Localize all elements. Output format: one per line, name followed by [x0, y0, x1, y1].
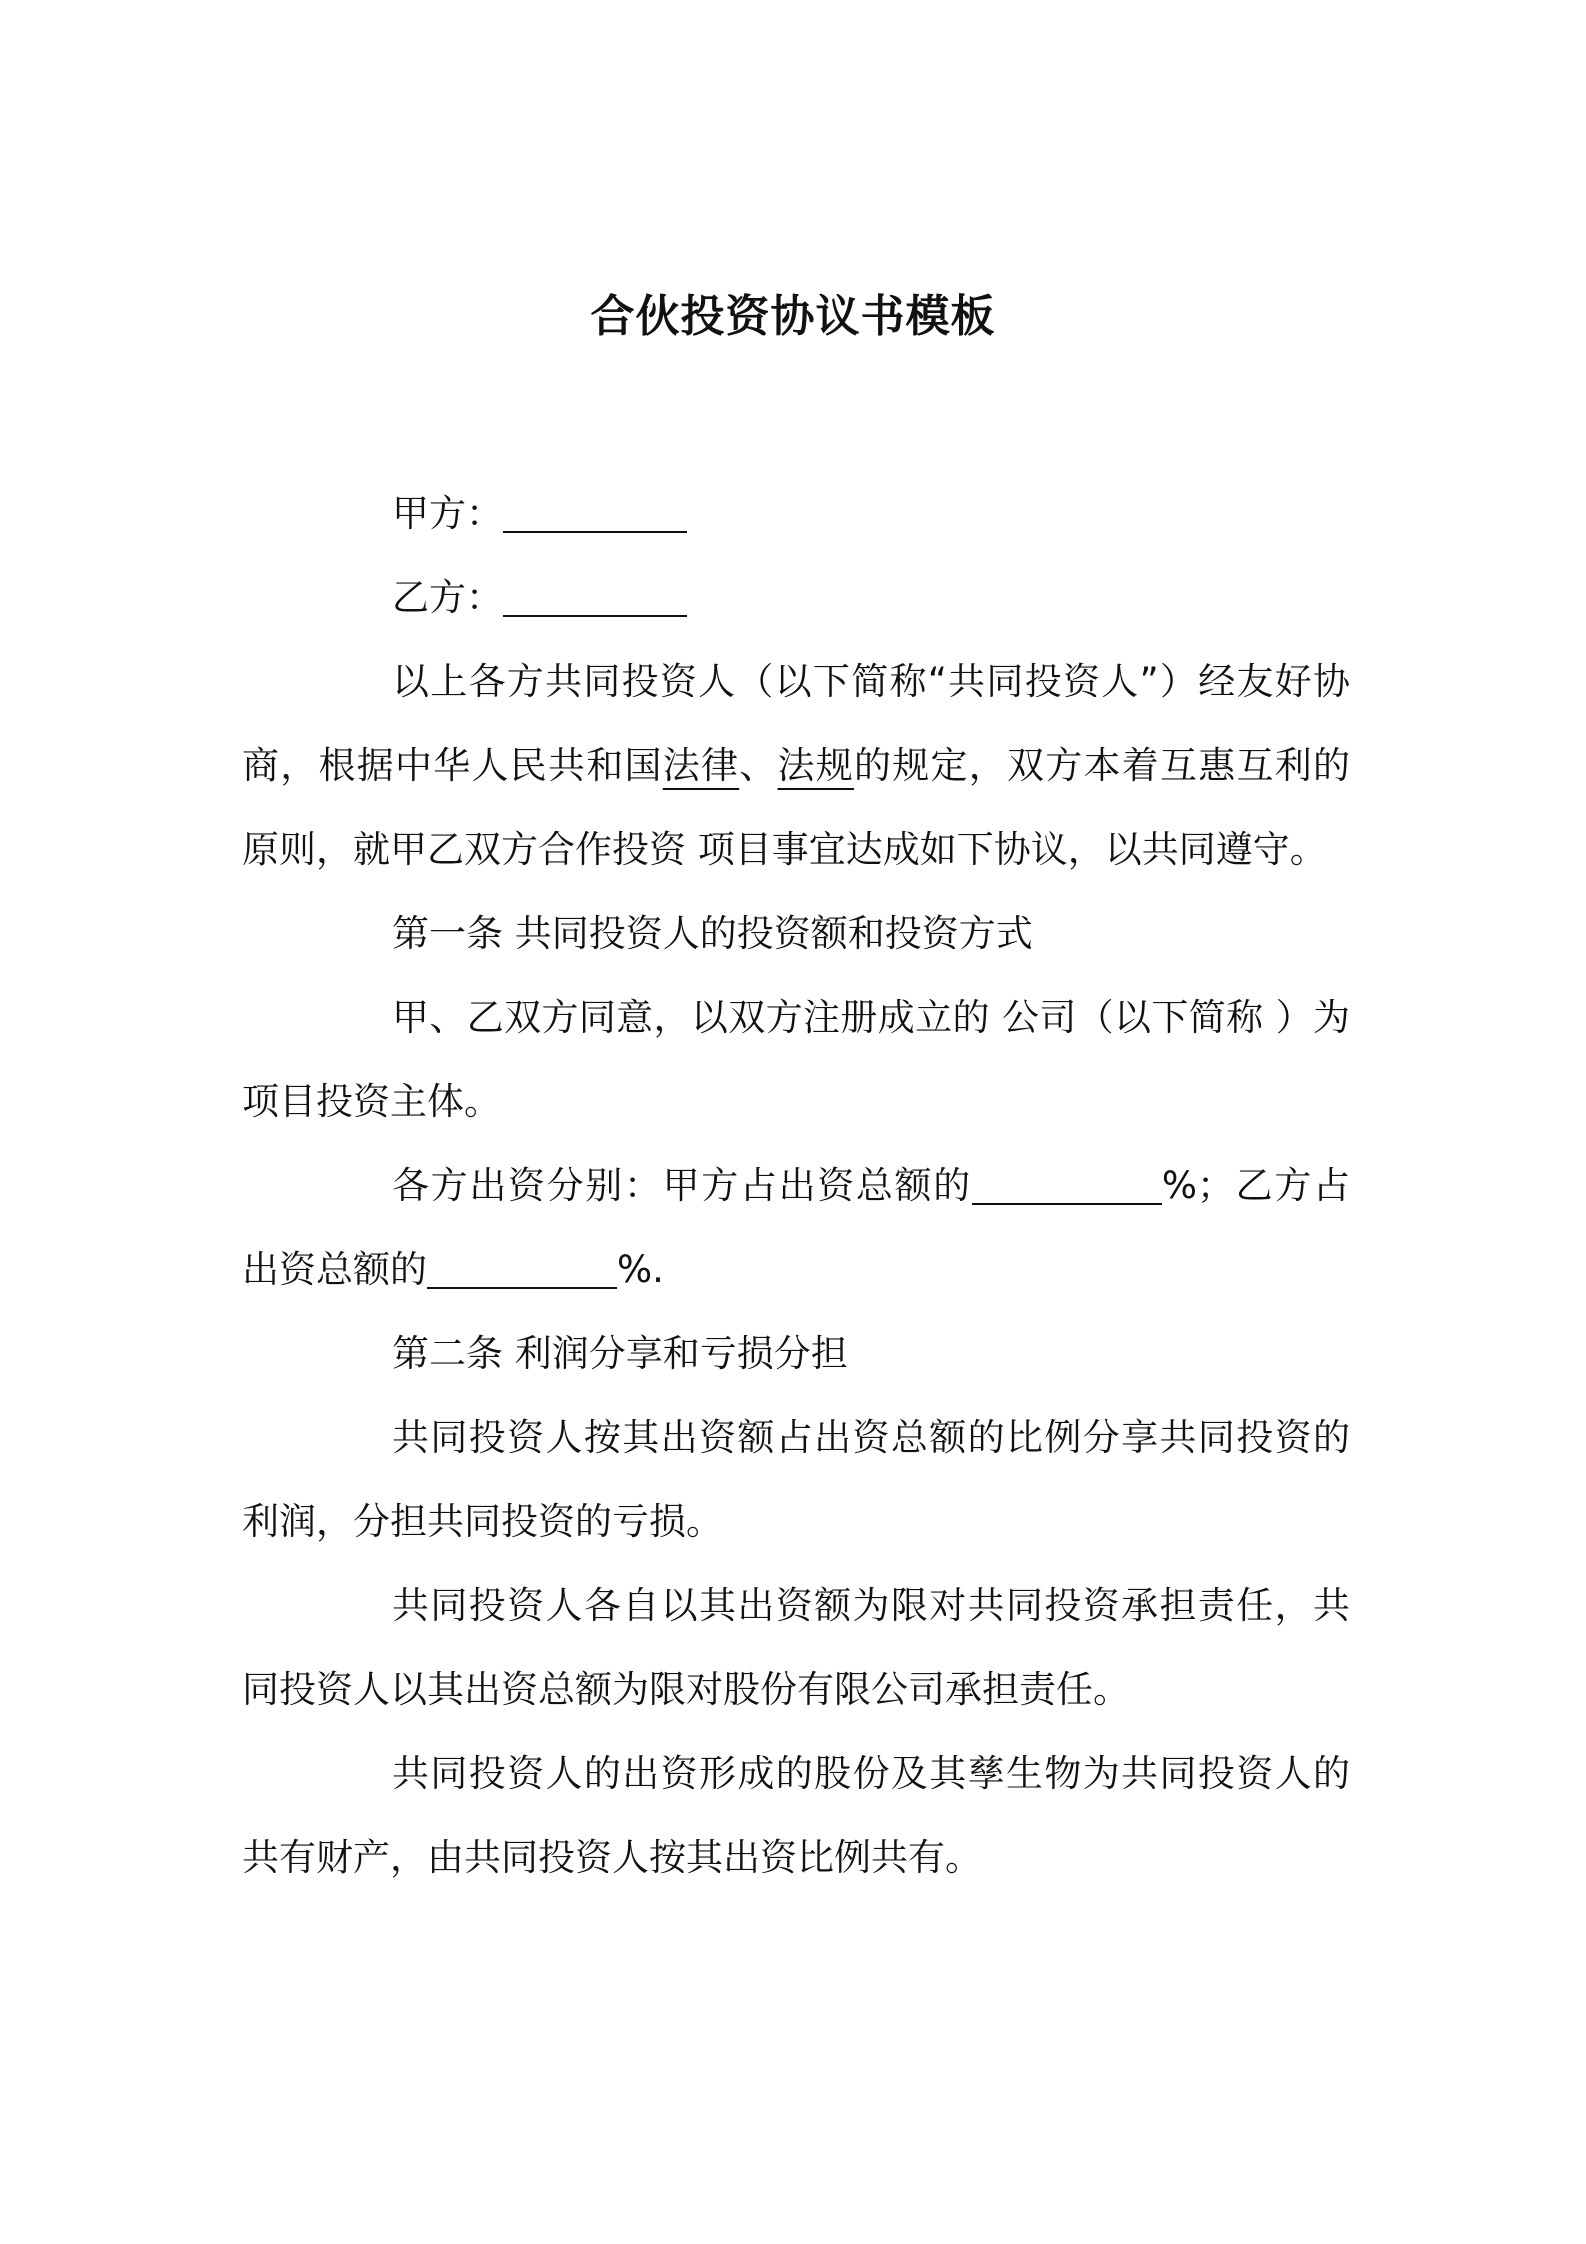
- contribution-text-2: %；乙方占出资总额的: [242, 1164, 1350, 1291]
- party-b-label: 乙方：: [392, 576, 503, 619]
- preamble-paragraph: [242, 640, 1350, 892]
- document-title: 合伙投资协议书模板: [590, 291, 996, 342]
- term-separator: 、: [739, 744, 778, 787]
- party-a-blank: [503, 493, 687, 534]
- party-a-line: [242, 472, 1350, 556]
- article-1-paragraph-1: 甲、乙双方同意，以双方注册成立的 公司（以下简称 ）为项目投资主体。: [242, 996, 1350, 1123]
- regulation-term: 法规: [777, 744, 854, 787]
- party-a-percent-blank: [972, 1165, 1162, 1206]
- article-2-paragraph-1: 共同投资人按其出资额占出资总额的比例分享共同投资的利润，分担共同投资的亏损。: [242, 1416, 1350, 1543]
- contribution-text-3: %.: [617, 1248, 664, 1291]
- article-2-heading: 第二条 利润分享和亏损分担: [392, 1332, 848, 1375]
- article-1-heading: 第一条 共同投资人的投资额和投资方式: [392, 912, 1033, 955]
- article-1-paragraph-2: [242, 1144, 1350, 1312]
- preamble-text-2: 的规定，双方本着互惠互利的原则，就甲乙双方合作投资 项目事宜达成如下协议，以共同遵守。: [242, 744, 1350, 871]
- party-a-label: 甲方：: [392, 492, 503, 535]
- document-body: [242, 472, 1350, 1900]
- party-b-line: [242, 556, 1350, 640]
- party-b-blank: [503, 577, 687, 618]
- preamble-text-1: 以上各方共同投资人（以下简称“共同投资人”）经友好协商，根据中华人民共和国: [242, 660, 1350, 787]
- law-term: 法律: [662, 744, 740, 787]
- party-b-percent-blank: [427, 1249, 617, 1290]
- contribution-text-1: 各方出资分别：甲方占出资总额的: [392, 1164, 972, 1207]
- article-2-paragraph-3: 共同投资人的出资形成的股份及其孳生物为共同投资人的共有财产，由共同投资人按其出资比例共有。: [242, 1752, 1350, 1879]
- article-2-paragraph-2: 共同投资人各自以其出资额为限对共同投资承担责任，共同投资人以其出资总额为限对股份有限公司承担责任。: [242, 1584, 1350, 1711]
